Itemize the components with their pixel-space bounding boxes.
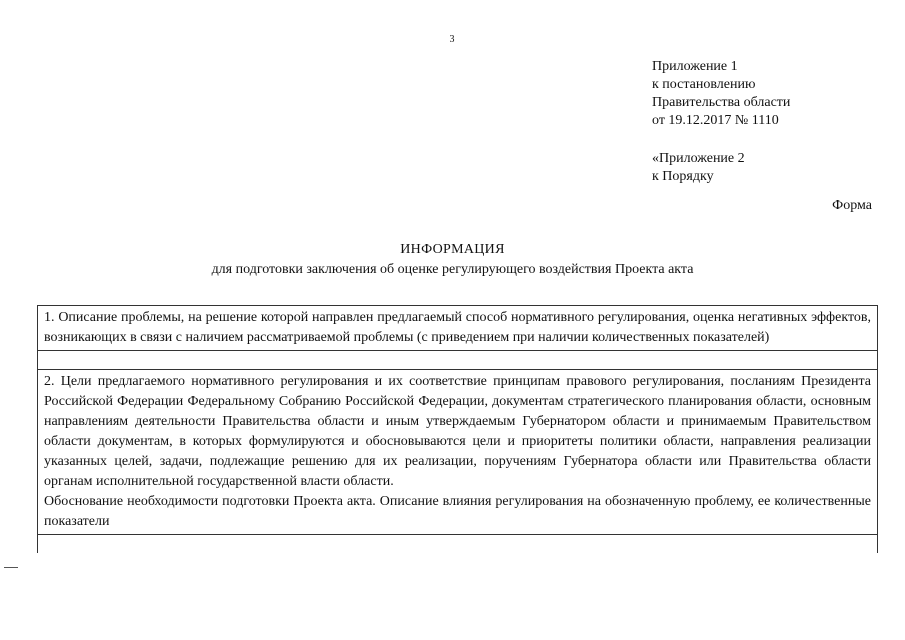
appendix-line: к постановлению	[652, 77, 756, 92]
document-title: ИНФОРМАЦИЯ	[400, 242, 505, 257]
section-1-text: 1. Описание проблемы, на решение которой направлен предлагаемый способ нормативного регулирования, оценка негативных эффектов, возникающих в связи с наличием рассматриваемой проблемы (с приведением при наличии количественных показателей)	[44, 310, 871, 345]
appendix-line: Правительства области	[652, 95, 791, 110]
appendix-inner-line: к Порядку	[652, 169, 714, 184]
margin-mark	[4, 567, 18, 568]
section-1-answer-field[interactable]	[38, 351, 877, 370]
appendix-line: Приложение 1	[652, 59, 738, 74]
form-label: Форма	[832, 198, 872, 213]
appendix-line: от 19.12.2017 № 1110	[652, 113, 779, 128]
appendix-inner-line: «Приложение 2	[652, 151, 745, 166]
section-2-text-justification: Обоснование необходимости подготовки Проекта акта. Описание влияния регулирования на обозначенную проблему, ее количественные показатели	[44, 494, 871, 529]
section-2-answer-field[interactable]	[38, 535, 877, 553]
information-table	[37, 305, 878, 553]
appendix-header	[652, 58, 790, 186]
appendix-gap	[652, 130, 790, 150]
document-subtitle: для подготовки заключения об оценке регулирующего воздействия Проекта акта	[211, 262, 694, 277]
page-number: 3	[449, 34, 455, 45]
section-2-text: 2. Цели предлагаемого нормативного регулирования и их соответствие принципам правового регулирования, посланиям Президента Российской Федерации Федеральному Собранию Российской Федерации, документам стратегического планирования области, основным направлениям деятельности Правительства области и иным утверждаемым Губернатором области и принимаемым Правительством области документам, в которых формулируются и обосновываются цели и приоритеты политики области, направления реализации указанных целей, задачи, подлежащие решению для их реализации, поручениям Губернатора области или Правительства области органам исполнительной государственной власти области.	[44, 374, 871, 489]
section-1-heading	[38, 306, 877, 351]
section-2-heading	[38, 370, 877, 535]
